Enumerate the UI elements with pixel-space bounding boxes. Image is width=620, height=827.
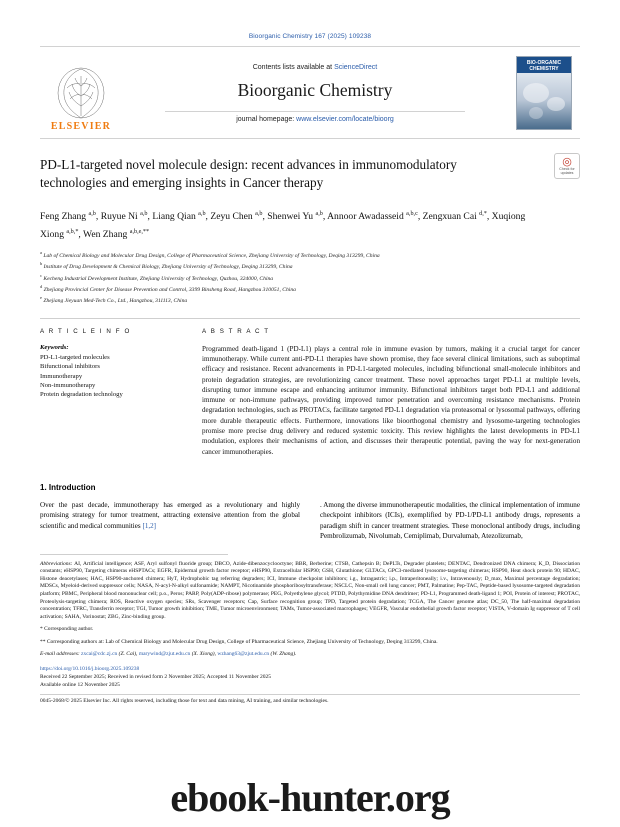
affiliation-item [40,260,580,271]
cover-blob-1 [523,83,549,103]
affiliation-text: Zhejiang Provincial Center for Disease Prevention and Control, 3399 Binsheng Road, Hangzhou 310051, China [43,286,296,293]
homepage-prefix: journal homepage: [236,116,297,123]
crossmark-label-1: Check for [559,167,575,171]
info-abstract-section [40,328,580,457]
email-label: E-mail addresses: [40,650,80,657]
keyword-item: Bifunctional inhibitors [40,363,100,371]
affiliation-sup: b [40,261,43,267]
homepage-line [165,111,465,123]
article-info-column [40,328,180,457]
email-link[interactable]: marywind@zjut.edu.cn [138,650,191,657]
affiliation-sup: e [40,294,42,300]
introduction-body [40,500,580,542]
article-info-heading: A R T I C L E I N F O [40,327,131,335]
available-online-line: Available online 12 November 2025 [40,681,120,688]
introduction-heading: 1. Introduction [40,482,96,492]
email-person: (X. Xiong), [191,650,216,657]
abbreviations-label: Abbreviations: [40,560,73,567]
intro-column-1 [40,500,300,542]
abbreviations-note [40,561,580,622]
affiliation-list [40,249,580,304]
corresponding-note-2: ** Corresponding authors at: Lab of Chemical Biology and Molecular Drug Design, College of Pharmaceutical Science, Zhejiang University of Technology, Deqing 313299, China. [40,638,438,645]
journal-masthead [40,47,580,139]
page-title: PD-L1-targeted novel molecule design: recent advances in immunomodulatory technologies and emerging insights in Cancer therapy [40,157,457,190]
affiliation-sup: a [40,250,42,256]
affiliation-item [40,272,580,283]
affiliation-item [40,249,580,260]
intro-text-2: . Among the diverse immunotherapeutic modalities, the clinical implementation of immune checkpoint inhibitors (ICIs), exemplified by PD-1/PD-L1 antibody drugs, represents a paradigm shift in cancer treatment strategies. These monoclonal antibody drugs, including Pembrolizumab, Nivolumab, Cemiplimab, Durvalumab, Atezolizumab, [320,500,580,541]
keyword-item: Protein degradation technology [40,391,123,399]
journal-header-center [122,47,508,138]
keyword-item: Immunotherapy [40,372,83,380]
history-line: Received 22 September 2025; Received in revised form 2 November 2025; Accepted 11 November 2025 [40,673,272,680]
journal-cover-image [516,56,572,130]
info-divider [40,318,580,319]
email-person: (W. Zhang). [270,650,297,657]
email-person: (Z. Cai), [118,650,138,657]
keyword-item: PD-L1-targeted molecules [40,353,110,361]
corresponding-note-1: * Corresponding author. [40,626,94,633]
publisher-name: ELSEVIER [50,120,112,132]
affiliation-text: Zhejiang Jieyuan Med-Tech Co., Ltd., Hangzhou, 311113, China [43,297,188,304]
crossmark-icon: ◎ [562,156,572,168]
publisher-logo-area [40,47,122,138]
journal-cover-area [508,47,580,138]
keywords-label: Keywords: [40,343,69,351]
affiliation-text: Kecheng Industrial Development Institute, Zhejiang University of Technology, Quzhou, 324000, China [43,275,274,282]
email-link[interactable]: zxcai@cdc.zj.cn [81,650,118,657]
crossmark-badge[interactable] [554,153,580,179]
cover-title: BIO-ORGANIC CHEMISTRY [526,59,562,72]
doi-link[interactable]: https://doi.org/10.1016/j.bioorg.2025.109238 [40,666,140,673]
journal-homepage-link[interactable]: www.elsevier.com/locate/bioorg [296,116,394,123]
footnote-divider [40,554,228,555]
sciencedirect-link[interactable]: ScienceDirect [334,64,378,71]
affiliation-sup: c [40,272,42,278]
watermark-text: ebook-hunter.org [170,775,450,820]
email-link[interactable]: wzhang63@zjut.edu.cn [217,650,270,657]
contents-prefix: Contents lists available at [252,64,335,71]
email-note [40,651,580,659]
abstract-column [202,328,580,457]
abbreviations-text: AI, Artificial intelligence; ASF, Aryl sulfonyl fluoride group; DBCO, Azide-dibenzocyclooctyne; BBR, Berberine; CTSB, Cathepsin B; DePLTs, Degrader platelets; DENTAC, Dendronized DNA chimera; K_D, Dissociation constants; eHSP90, Targeting chimeras eHSPTACs; EGFR, Epidermal growth factor receptor; eHSP90, Extracellular HSP90; GSH, Glutathione; GLTACs, GPC3-mediated lysosome-targeting chimeras; HSP90, Heat shock protein 90; HDAC, Histone deacetylases; HAC, HSP90-anchored chimera; HyT, Hydrophobic tag referring degraders; ICI, Immune checkpoint inhibitors; i.g., Intragastric; i.p., Intraperitoneally; i.v., Intravenously; D_max, Maximal percentage degradation; MDSCs, Myeloid-derived suppressor cells; NASA, N-acyl-N-alkyl sulfonamide; NAMPT, Nicotinamide phosphoribosyltransferase; NSCLC, Non-small cell lung cancer; PMT, Palmatine; Pep-TAC, Peptide-based lysosome-targeted degradation platform; PBMC, Peripheral blood mononuclear cell; p.o., Peros; PARP, Poly(ADP-ribose) polymerase; PEG, Polyethylene glycol; PTDD, Polythymidine DNA dendrimer; PD-L1, Programmed death-ligand 1; POI, Protein of interest; PROTAC, Proteolysis-targeting chimera; ROS, Reactive oxygen species; SRs, Scavenger receptors; Cap, Surface recognition group; TPD, Targeted protein degradation; TCGA, The Cancer genome atlas; DC_50, The half-maximal degradation concentration; TFRC, Transferrin receptor; TGI, Tumor growth inhibition; TME, Tumor microenvironment; TAMs, Tumor-associated macrophages; VEGFR, Vascular endothelial growth factor receptor; VISTA, V-domain Ig suppressor of T cell activation; SAHA, Vorinostat; ZBG, Zinc-binding group. [40,560,580,620]
intro-text-1: Over the past decade, immunotherapy has emerged as a revolutionary and highly promising strategy for tumor treatment, attracting extensive attention from the global scientific and medical communities [40,500,300,530]
journal-reference: Bioorganic Chemistry 167 (2025) 109238 [248,33,372,40]
abstract-text: Programmed death-ligand 1 (PD-L1) plays a central role in immune evasion by tumors, making it a crucial target for cancer immunotherapy. While current anti-PD-L1 therapies have shown promise, they face several clinical limitations, such as suboptimal efficacy and resistance. Recent advancements in PD-L1-targeted molecules, including bifunctional small-molecule inhibitors and protein degradation strategies, are revolutionizing cancer treatment. These novel approaches target PD-L1 at multiple levels, disrupting tumor immune escape and enhancing antitumor immunity. Bifunctional inhibitors target both PD-L1 and additional immune or non-immune pathways, providing improved tumor penetration and overcoming resistance mechanisms. Protein degradation technologies, such as PROTACs, facilitate targeted PD-L1 degradation via proteasomal or lysosomal pathways, offering more durable therapeutic effects. Furthermore, innovations like bioorthogonal chemistry and lysosome-targeting technologies promise more precise drug delivery and reduced systemic toxicity. This review highlights the latest developments in PD-L1 modulation, explores their mechanisms of action, and discusses their therapeutic potential, paving the way for next-generation cancer immunotherapies. [202,344,580,456]
publication-meta [40,666,580,689]
copyright-line: 0045-2068/© 2025 Elsevier Inc. All rights reserved, including those for text and data mining, AI training, and similar technologies. [40,697,329,704]
affiliation-text: Lab of Chemical Biology and Molecular Drug Design, College of Pharmaceutical Science, Zhejiang University of Technology, Deqing 313299, China [43,253,380,260]
crossmark-label-2: updates [560,171,574,175]
affiliation-item [40,283,580,294]
affiliation-text: Institute of Drug Development & Chemical Biology, Zhejiang University of Technology, Deqing 313299, China [43,264,293,271]
journal-title: Bioorganic Chemistry [237,80,393,100]
elsevier-logo [46,54,116,132]
affiliation-item [40,294,580,305]
copyright-divider [40,694,580,695]
cover-blob-2 [547,97,565,111]
citation-link[interactable]: [1,2] [142,521,157,530]
cover-blob-3 [529,107,543,119]
contents-line [253,64,378,71]
abstract-heading: A B S T R A C T [202,327,270,335]
elsevier-tree-icon [49,66,113,120]
keyword-item: Non-immunotherapy [40,381,96,389]
author-list: Feng Zhang $^{a,b}$, Ruyue Ni $^{a,b}$, Liang Qian $^{a,b}$, Zeyu Chen $^{a,b}$, Shenwei Yu $^{a,b}$, Annoor Awadasseid $^{a,b,c}$, Zengxuan Cai $^{d,*}$, Xuqiong Xiong $^{a,b,*}$, Wen Zhang $^{a,b,e,**}$ [40,210,526,241]
title-block [40,156,580,192]
intro-column-2 [320,500,580,542]
affiliation-sup: d [40,283,43,289]
